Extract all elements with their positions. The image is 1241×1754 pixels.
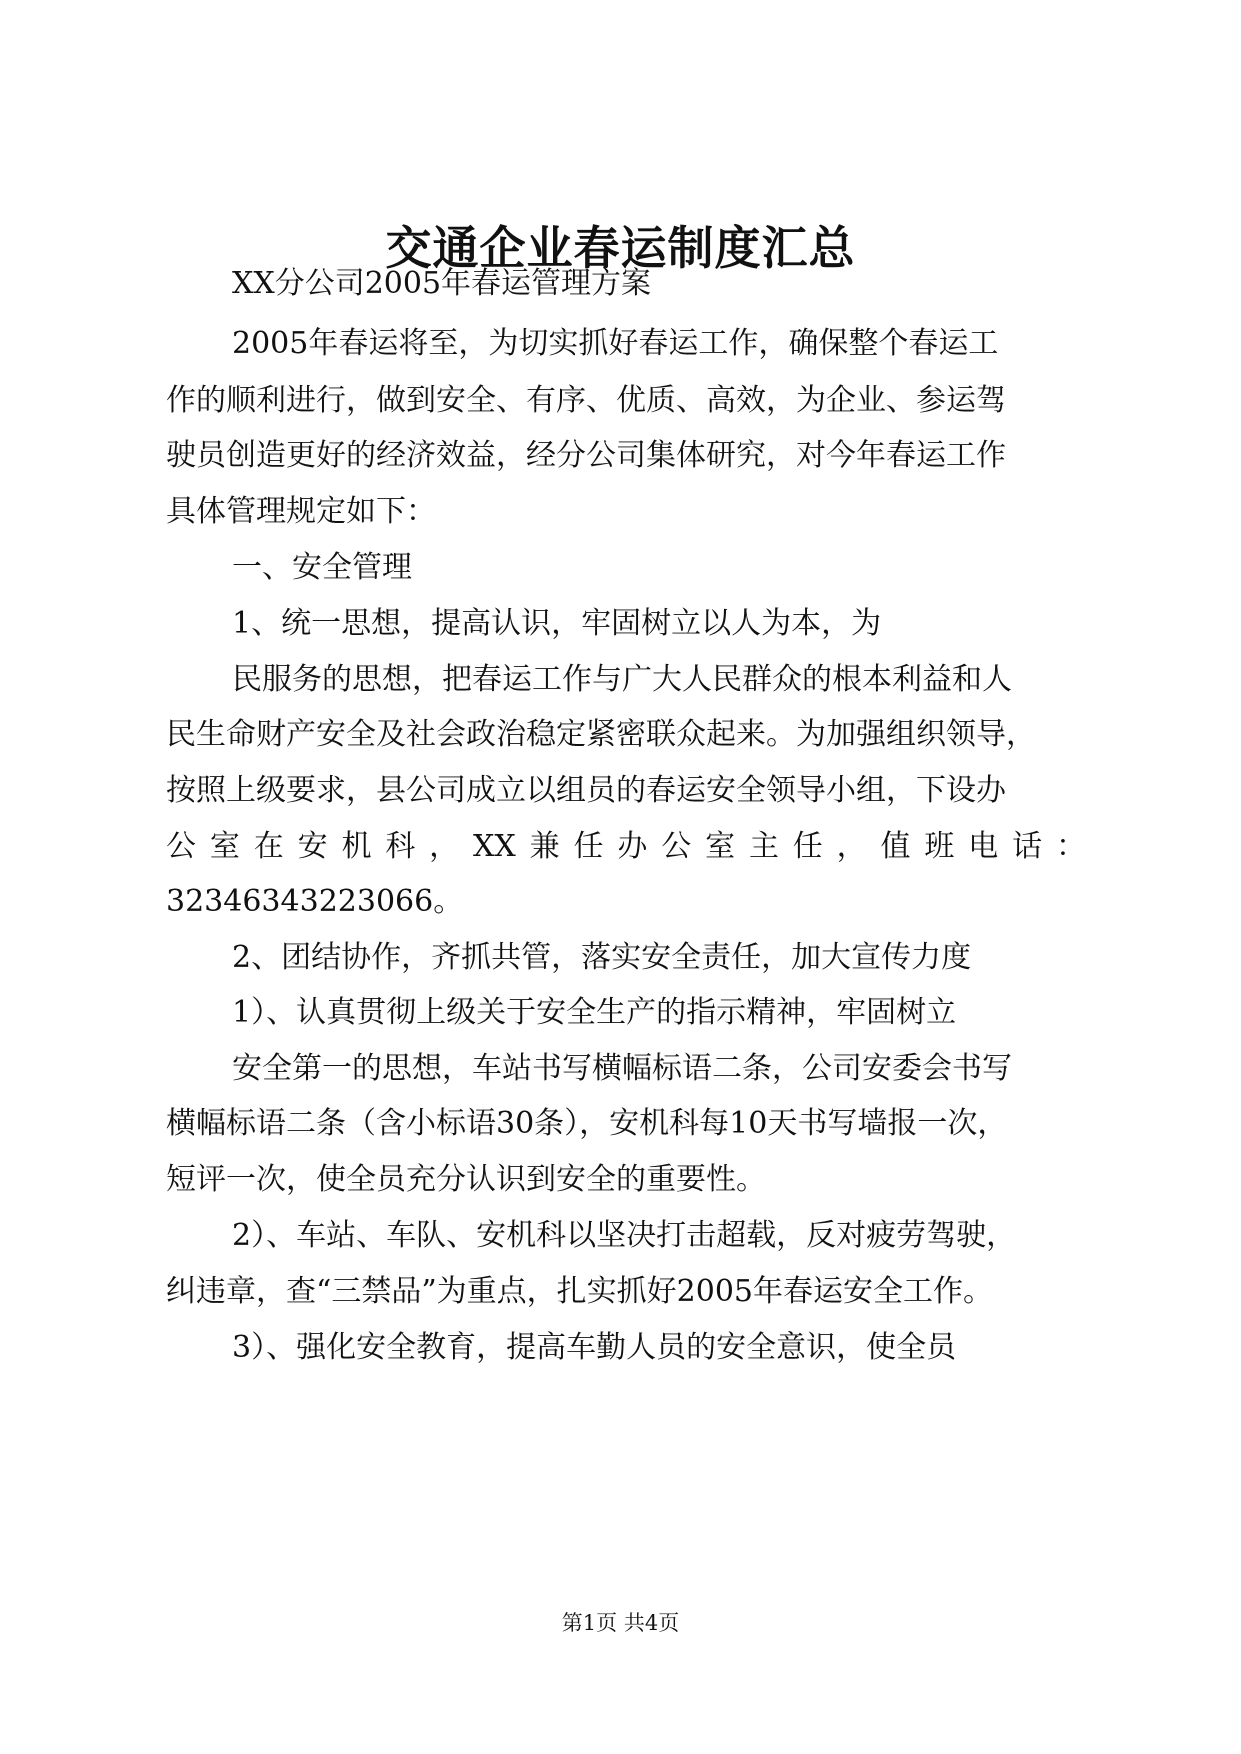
paragraph-line: 作的顺利进行，做到安全、有序、优质、高效，为企业、参运驾 [166, 383, 1006, 418]
paragraph-line: 民服务的思想，把春运工作与广大人民群众的根本利益和人 [232, 662, 1012, 697]
paragraph-line: 1）、认真贯彻上级关于安全生产的指示精神，牢固树立 [232, 995, 957, 1030]
paragraph-line: 纠违章，查“三禁品”为重点，扎实抓好2005年春运安全工作。 [166, 1274, 994, 1309]
paragraph-line: 横幅标语二条（含小标语30条），安机科每10天书写墙报一次， [166, 1106, 1008, 1141]
paragraph-line: 驶员创造更好的经济效益，经分公司集体研究，对今年春运工作 [166, 438, 1006, 473]
paragraph-line: 具体管理规定如下： [166, 494, 436, 529]
paragraph-line: 3）、强化安全教育，提高车勤人员的安全意识，使全员 [232, 1330, 957, 1365]
paragraph-line: 安全第一的思想，车站书写横幅标语二条，公司安委会书写 [232, 1051, 1012, 1086]
section-heading: 一、安全管理 [232, 550, 412, 585]
paragraph-line: 1、统一思想，提高认识，牢固树立以人为本，为 [232, 606, 882, 641]
paragraph-line: 公室在安机科，XX兼任办公室主任，值班电话： [166, 829, 1086, 864]
document-title: 交通企业春运制度汇总 [385, 221, 856, 275]
phone-number-line: 32346343223066。 [166, 884, 464, 919]
paragraph-line: 民生命财产安全及社会政治稳定紧密联众起来。为加强组织领导， [166, 717, 1036, 752]
paragraph-line: 按照上级要求，县公司成立以组员的春运安全领导小组，下设办 [166, 773, 1006, 808]
paragraph-line: 短评一次，使全员充分认识到安全的重要性。 [166, 1162, 766, 1197]
subsection-heading: 2、团结协作，齐抓共管，落实安全责任，加大宣传力度 [232, 940, 972, 975]
paragraph-line: 2005年春运将至，为切实抓好春运工作，确保整个春运工 [232, 326, 999, 361]
subtitle-line: XX分公司2005年春运管理方案 [232, 266, 652, 301]
page-footer: 第1页 共4页 [561, 1611, 680, 1635]
paragraph-line: 2）、车站、车队、安机科以坚决打击超载，反对疲劳驾驶， [232, 1218, 1017, 1253]
